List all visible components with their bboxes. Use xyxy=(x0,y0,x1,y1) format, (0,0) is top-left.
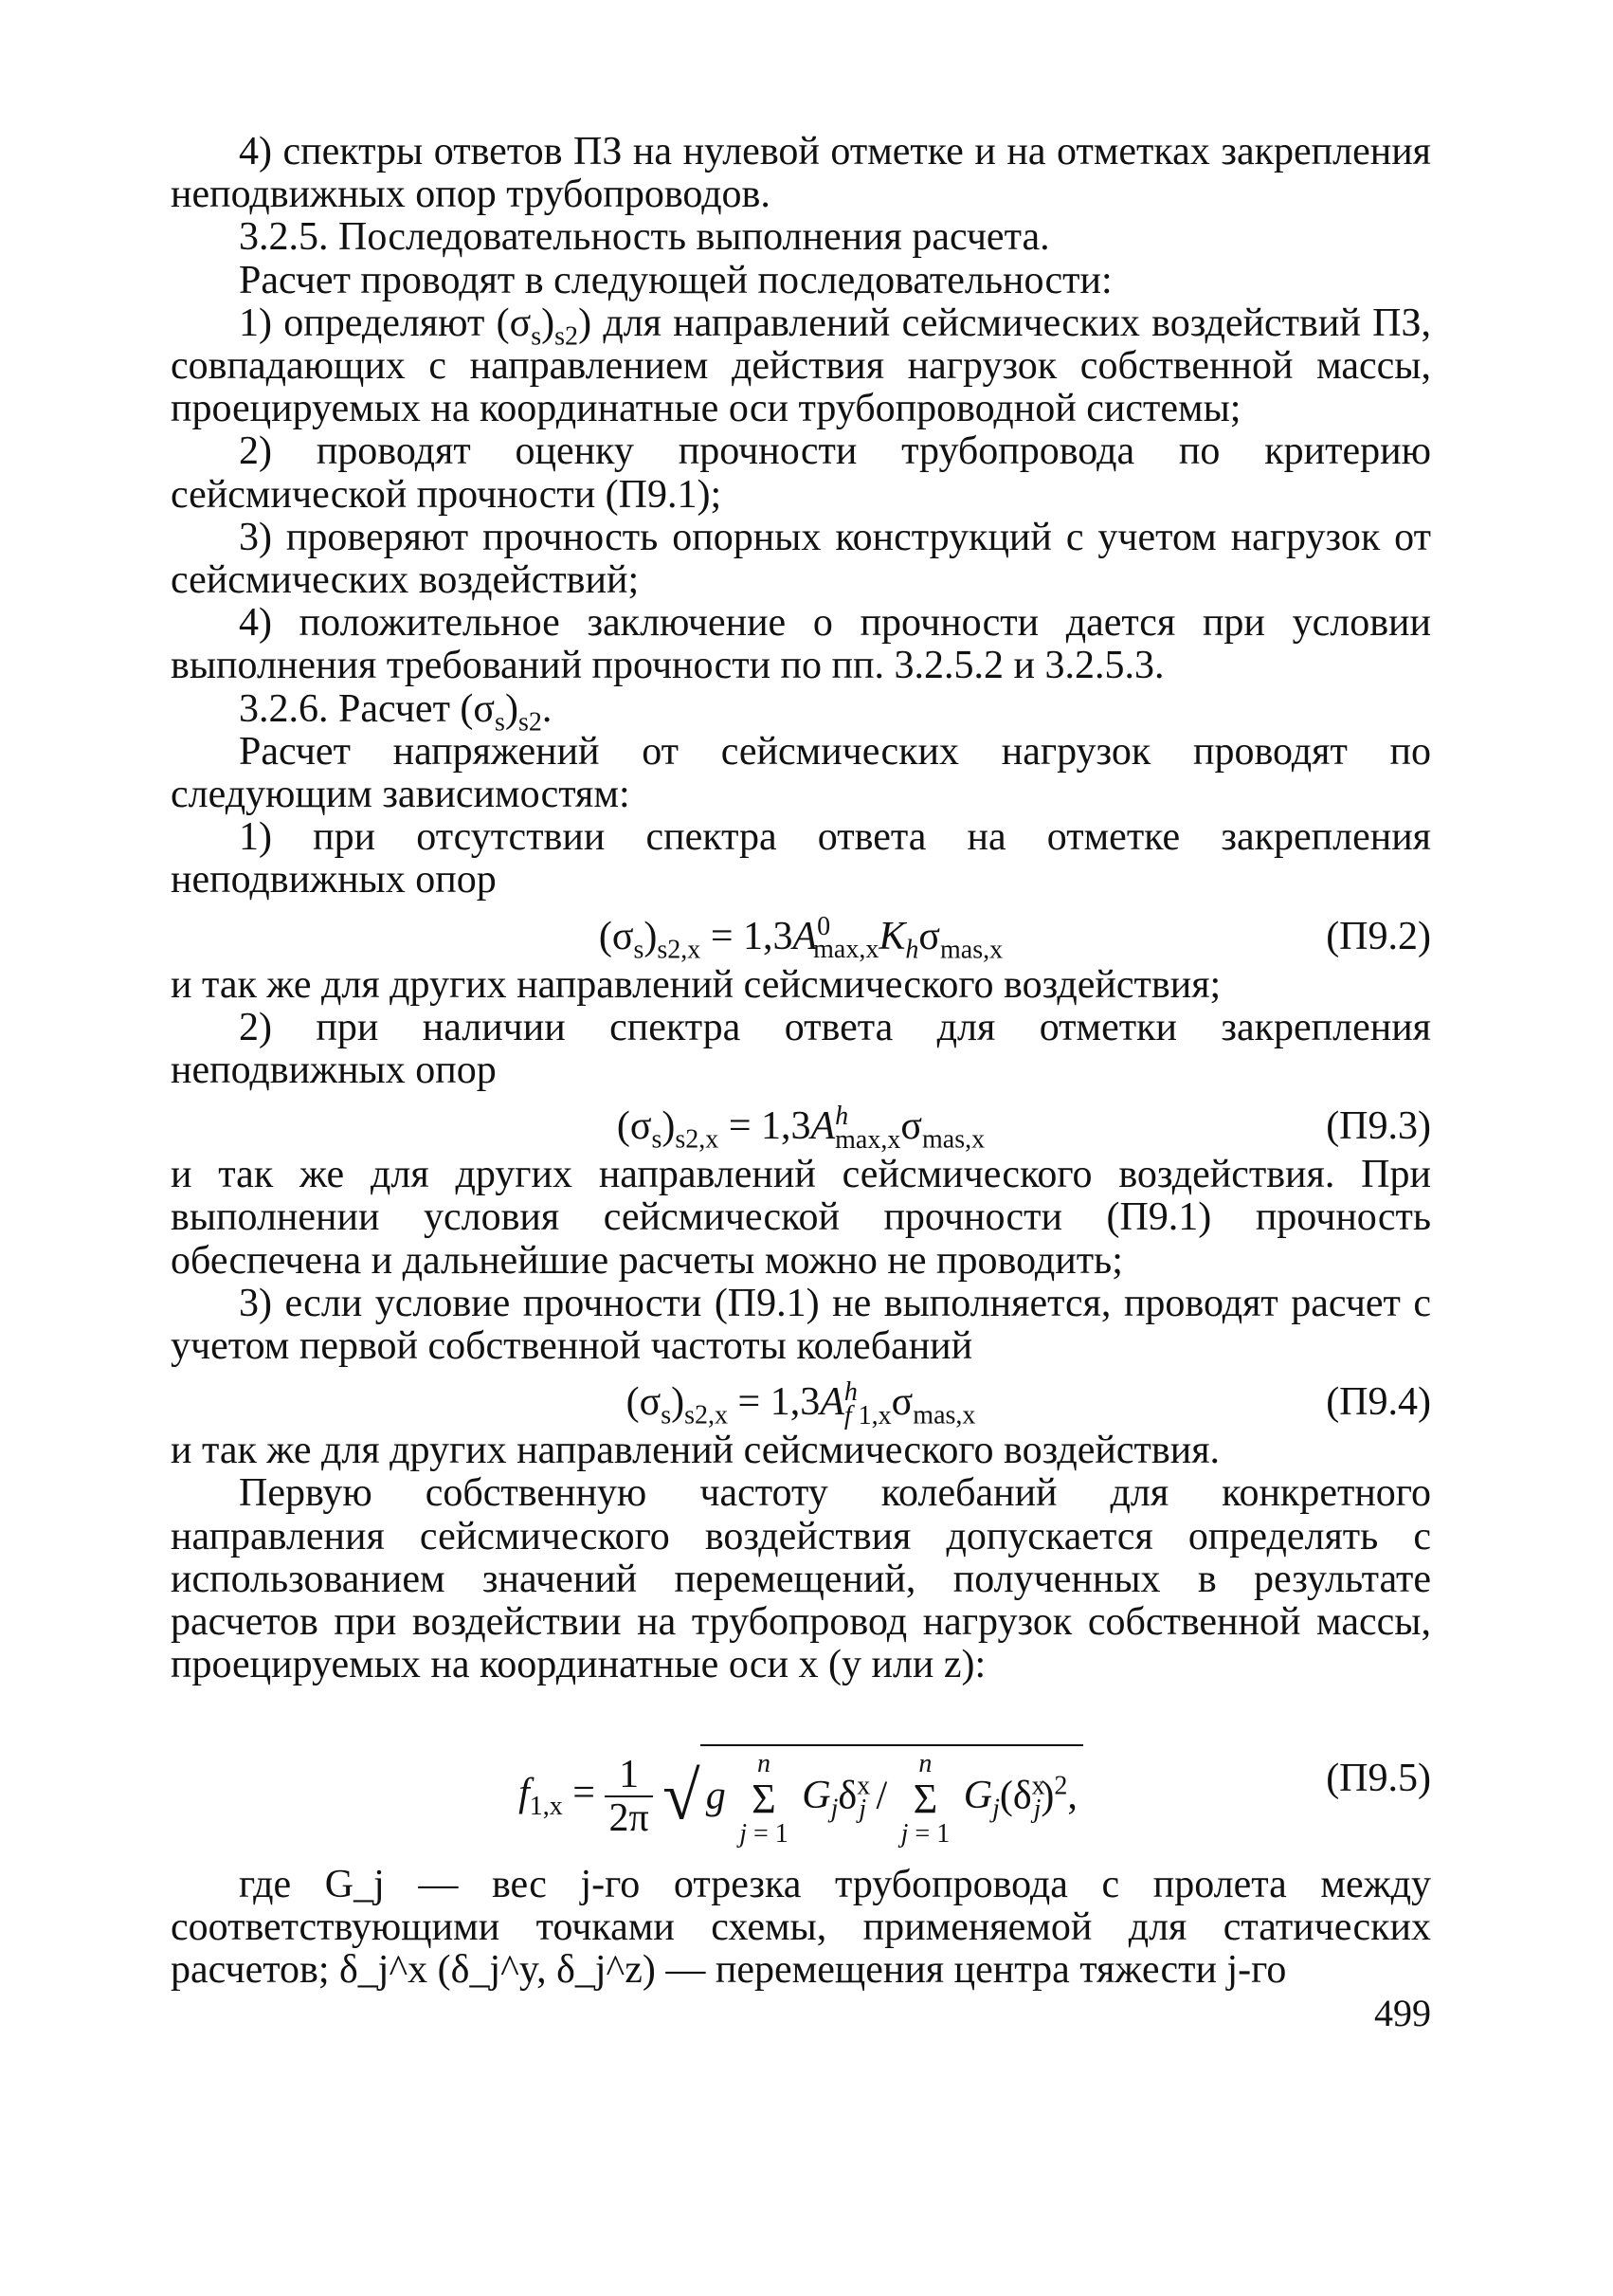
heading-text-b: ) xyxy=(504,686,518,731)
step-1-text-b: ) для направлений сейсмических воздействий ПЗ, совпадающих с направлением действия нагрузок собственной массы, проецируемых на координатные оси трубопроводной системы; xyxy=(171,301,1431,431)
paragraph-step-4: 4) положительное заключение о прочности дается при условии выполнения требований прочности по пп. 3.2.5.2 и 3.2.5.3. xyxy=(171,601,1431,688)
paragraph-other-directions-3: и так же для других направлений сейсмического воздействия. xyxy=(171,1429,1221,1473)
equation-number-p9-4: (П9.4) xyxy=(1326,1380,1431,1425)
equation-p9-4-formula: $(\sigma_s)_{s2,x} = 1,3A^h_{f 1,x}\sigma_{mas,x}$ xyxy=(625,1377,976,1430)
page-number: 499 xyxy=(1374,1992,1431,2035)
sum-symbol-denominator: n Σ j = 1 xyxy=(900,1748,951,1849)
paragraph-first-frequency: Первую собственную частоту колебаний для конкретного направления сейсмического воздействия допускается определять с использованием значений перемещений, полученных в результате расчетов при воздействии на трубопровод нагрузок собственной массы, проецируемых на координатные оси x (y или z): xyxy=(171,1471,1431,1687)
equation-p9-2-formula: $(\sigma_s)_{s2,x} = 1,3A^0_{max,x}K_h\sigma_{mas,x}$ xyxy=(598,911,1004,965)
paragraph-other-directions-1: и так же для других направлений сейсмического воздействия; xyxy=(171,962,1222,1007)
sum-symbol-numerator: n Σ j = 1 xyxy=(739,1748,788,1849)
paragraph-where-definitions: где G_j — вес j-го отрезка трубопровода с пролета между соответствующими точками схемы, применяемой для статических расчетов; δ_j^x (δ_j^y, δ_j^z) — перемещения центра тяжести j-го xyxy=(171,1862,1431,1992)
equation-number-p9-5: (П9.5) xyxy=(1326,1756,1431,1800)
heading-text-a: 3.2.6. Расчет (σ xyxy=(239,686,496,731)
equation-p9-3 xyxy=(171,1102,1431,1155)
paragraph-step-3: 3) проверяют прочность опорных конструкций с учетом нагрузок от сейсмических воздействий; xyxy=(171,515,1431,603)
section-heading-3-2-6: 3.2.6. Расчет $(\sigma_s)_{s2}$. xyxy=(239,686,553,738)
paragraph-step-1: 1) определяют $(\sigma_s)_{s2}$) для направлений сейсмических воздействий ПЗ, совпадающих с направлением действия нагрузок собственной массы, проецируемых на координатные оси трубопроводной системы; xyxy=(171,301,1431,431)
equation-p9-5-formula: $f_{1,x}$ = $\frac{1}{2\pi}$ √ g n Σ j = 1 $G_j\delta^x_j$ / n Σ j = 1 $G_j(\delta^x_j)^2$, xyxy=(171,1744,1431,1849)
paragraph-case-3: 3) если условие прочности (П9.1) не выполняется, проводят расчет с учетом первой собственной частоты колебаний xyxy=(171,1281,1431,1369)
step-1-text-a: 1) определяют (σ xyxy=(239,301,532,345)
equation-p9-2 xyxy=(171,911,1431,965)
paragraph-case-1: 1) при отсутствии спектра ответа на отметке закрепления неподвижных опор xyxy=(171,815,1431,902)
paragraph-step-2: 2) проводят оценку прочности трубопровода по критерию сейсмической прочности (П9.1); xyxy=(171,429,1431,517)
paragraph-stress-intro: Расчет напряжений от сейсмических нагрузок проводят по следующим зависимостям: xyxy=(171,729,1431,817)
square-root-radicand: g n Σ j = 1 $G_j\delta^x_j$ / n Σ j = 1 $G_j(\delta^x_j)^2$, xyxy=(700,1744,1083,1849)
paragraph-sequence-intro: Расчет проводят в следующей последовательности: xyxy=(239,258,1113,302)
document-page xyxy=(171,130,1431,2035)
paragraph-item-4: 4) спектры ответов ПЗ на нулевой отметке и на отметках закрепления неподвижных опор трубопроводов. xyxy=(171,130,1431,217)
equation-p9-5 xyxy=(171,1708,1431,1850)
fraction-1-over-2pi: $\frac{1}{2\pi}$ xyxy=(605,1754,652,1839)
paragraph-other-directions-2: и так же для других направлений сейсмического воздействия. При выполнении условия сейсмической прочности (П9.1) прочность обеспечена и дальнейшие расчеты можно не проводить; xyxy=(171,1153,1431,1283)
equation-p9-3-formula: $(\sigma_s)_{s2,x} = 1,3A^h_{max,x}\sigma_{mas,x}$ xyxy=(616,1102,986,1155)
paragraph-case-2: 2) при наличии спектра ответа для отметки закрепления неподвижных опор xyxy=(171,1005,1431,1093)
equation-p9-4 xyxy=(171,1377,1431,1430)
section-heading-3-2-5: 3.2.5. Последовательность выполнения расчета. xyxy=(239,215,1050,260)
equation-number-p9-2: (П9.2) xyxy=(1326,914,1431,958)
equation-number-p9-3: (П9.3) xyxy=(1326,1104,1431,1149)
